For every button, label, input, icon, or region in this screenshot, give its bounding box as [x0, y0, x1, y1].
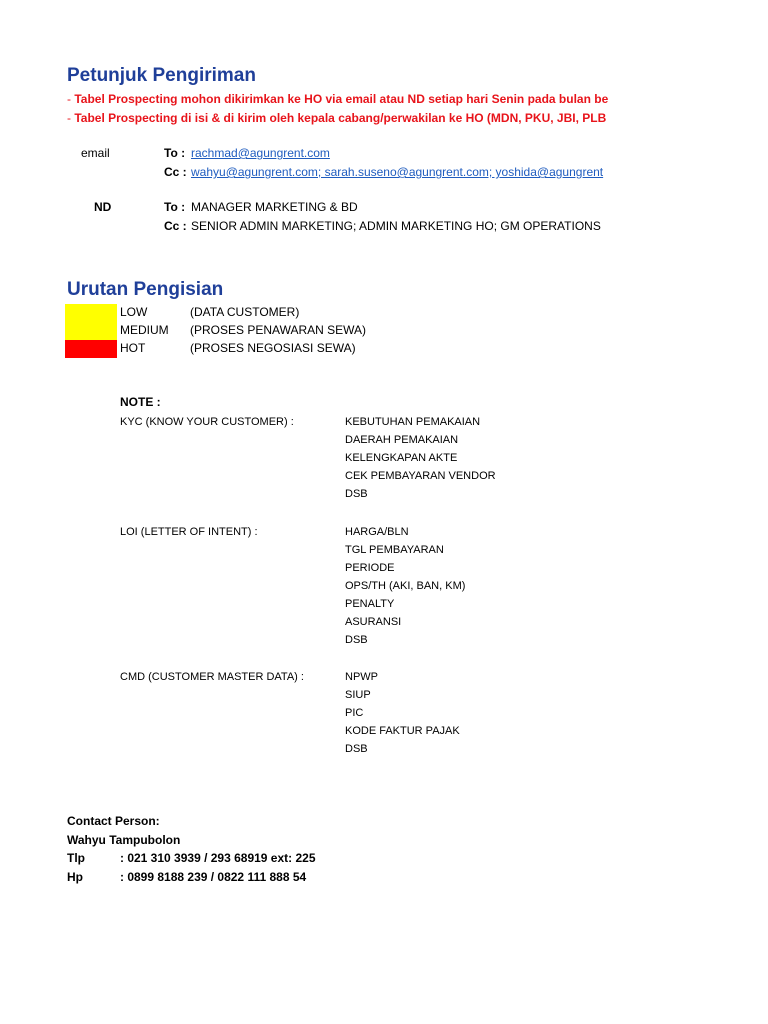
nd-to-label: To : [164, 200, 186, 214]
level-hot-name: HOT [120, 341, 146, 355]
instruction-text-2: Tabel Prospecting di isi & di kirim oleh kepala cabang/perwakilan ke HO (MDN, PKU, JBI, PLB [74, 111, 607, 125]
level-medium-desc: (PROSES PENAWARAN SEWA) [190, 323, 367, 337]
email-label: email [81, 146, 110, 160]
instruction-line-2 [67, 111, 650, 125]
kyc-item: DSB [345, 488, 368, 500]
petunjuk-title: Petunjuk Pengiriman [67, 65, 256, 86]
tlp-value: : 021 310 3939 / 293 68919 ext: 225 [120, 851, 316, 865]
level-hot-desc: (PROSES NEGOSIASI SEWA) [190, 341, 356, 355]
kyc-item: DAERAH PEMAKAIAN [345, 434, 459, 446]
nd-cc-value: SENIOR ADMIN MARKETING; ADMIN MARKETING HO; GM OPERATIONS [191, 219, 601, 233]
low-color-swatch [65, 304, 117, 322]
nd-label: ND [94, 200, 112, 214]
cmd-item: KODE FAKTUR PAJAK [345, 725, 460, 737]
kyc-item: KELENGKAPAN AKTE [345, 452, 458, 464]
email-to-link[interactable]: rachmad@agungrent.com [191, 146, 330, 160]
cmd-item: DSB [345, 743, 368, 755]
contact-title: Contact Person: [67, 814, 160, 828]
kyc-item: CEK PEMBAYARAN VENDOR [345, 470, 496, 482]
level-low-name: LOW [120, 305, 148, 319]
bullet-dash: - [67, 111, 71, 125]
email-cc-label: Cc : [164, 165, 187, 179]
loi-label: LOI (LETTER OF INTENT) : [120, 526, 258, 538]
contact-name: Wahyu Tampubolon [67, 833, 181, 847]
urutan-title: Urutan Pengisian [67, 279, 224, 300]
kyc-item: KEBUTUHAN PEMAKAIAN [345, 416, 481, 428]
hp-value: : 0899 8188 239 / 0822 111 888 54 [120, 870, 307, 884]
email-to-label: To : [164, 146, 186, 160]
tlp-label: Tlp [67, 851, 85, 865]
level-low-desc: (DATA CUSTOMER) [190, 305, 300, 319]
loi-item: PERIODE [345, 562, 395, 574]
loi-item: TGL PEMBAYARAN [345, 544, 444, 556]
nd-cc-label: Cc : [164, 219, 187, 233]
medium-color-swatch [65, 322, 117, 340]
hot-color-swatch [65, 340, 117, 358]
level-medium-name: MEDIUM [120, 323, 169, 337]
cmd-item: PIC [345, 707, 364, 719]
hp-label: Hp [67, 870, 83, 884]
cmd-item: NPWP [345, 671, 378, 683]
cmd-item: SIUP [345, 689, 371, 701]
email-cc-link[interactable]: wahyu@agungrent.com; sarah.suseno@agungrent.com; yoshida@agungrent [191, 165, 604, 179]
instruction-line-1 [67, 92, 650, 106]
loi-item: DSB [345, 634, 368, 646]
instruction-text-1: Tabel Prospecting mohon dikirimkan ke HO via email atau ND setiap hari Senin pada bulan be [74, 92, 609, 106]
nd-to-value: MANAGER MARKETING & BD [191, 200, 358, 214]
loi-item: ASURANSI [345, 616, 402, 628]
note-title: NOTE : [120, 395, 161, 409]
loi-item: HARGA/BLN [345, 526, 409, 538]
cmd-label: CMD (CUSTOMER MASTER DATA) : [120, 671, 304, 683]
bullet-dash: - [67, 92, 71, 106]
loi-item: OPS/TH (AKI, BAN, KM) [345, 580, 466, 592]
loi-item: PENALTY [345, 598, 395, 610]
kyc-label: KYC (KNOW YOUR CUSTOMER) : [120, 416, 294, 428]
